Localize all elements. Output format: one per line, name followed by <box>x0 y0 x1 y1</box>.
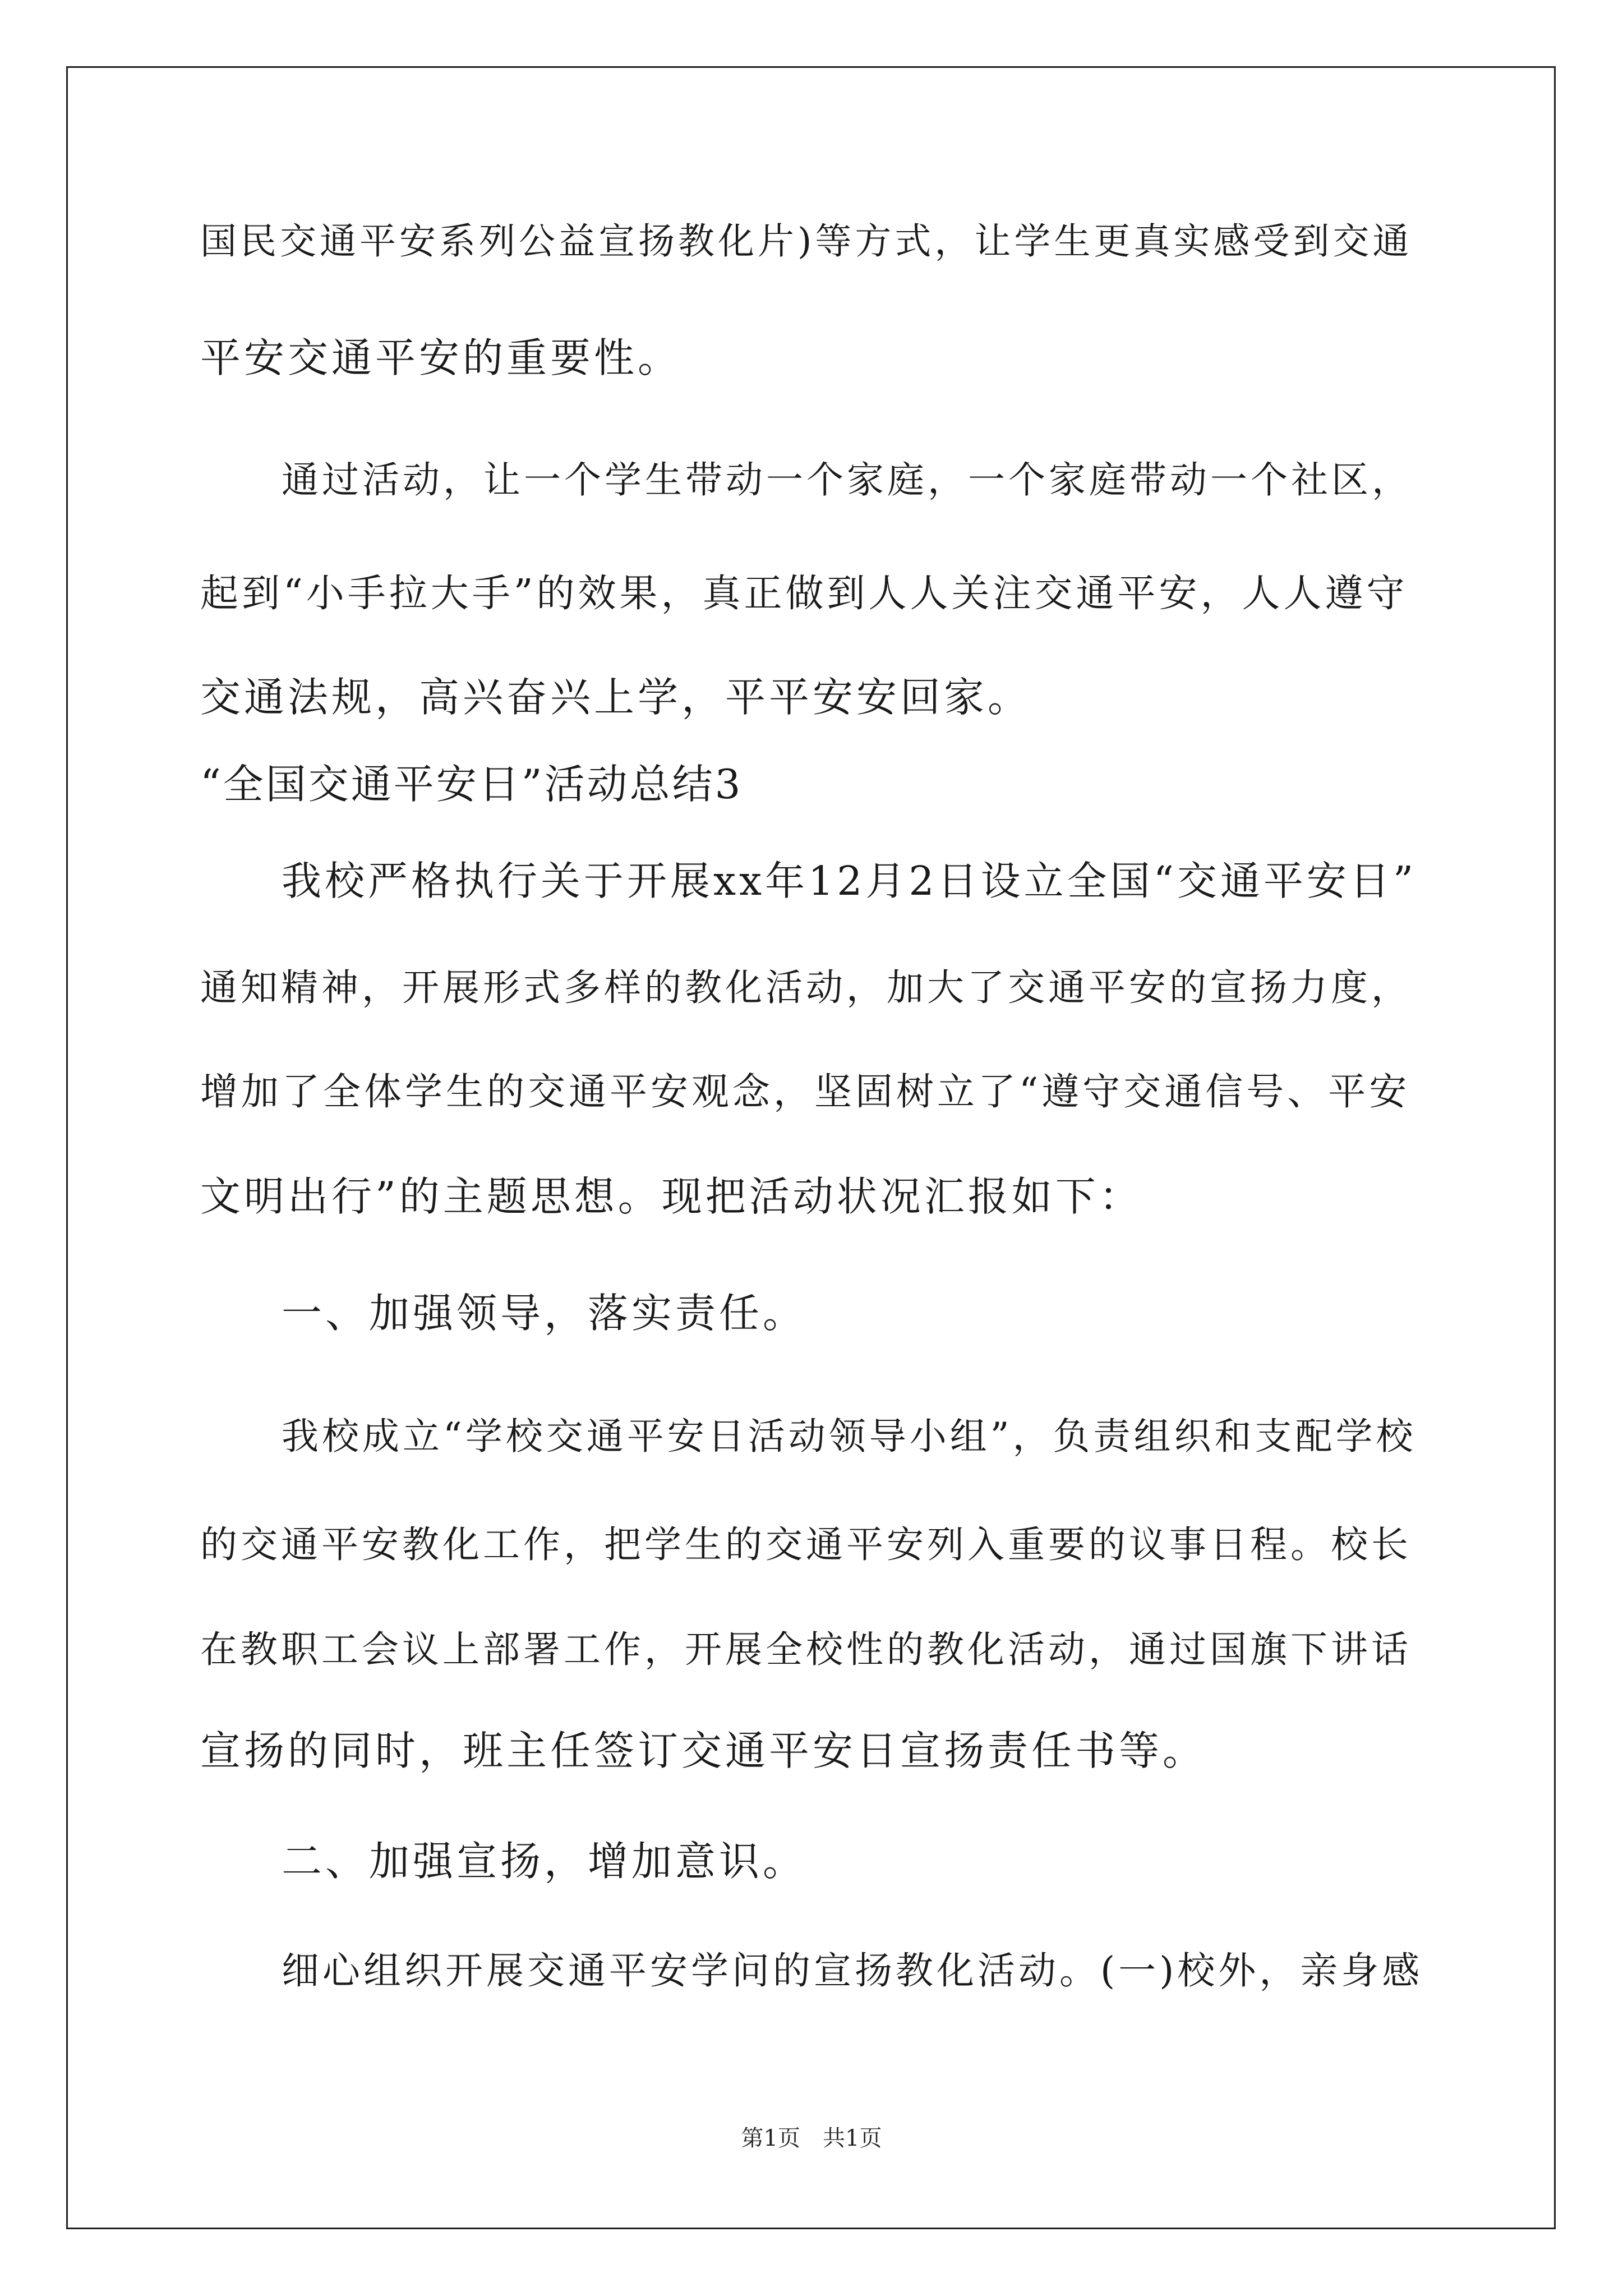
page-border <box>66 66 1556 2229</box>
section-heading: “全国交通平安日”活动总结3 <box>200 761 743 808</box>
text-line: 平安交通平安的重要性。 <box>200 334 682 381</box>
text-line: 通过活动，让一个学生带动一个家庭，一个家庭带动一个社区， <box>282 458 1412 501</box>
text-line: 的交通平安教化工作，把学生的交通平安列入重要的议事日程。校长 <box>200 1523 1412 1566</box>
text-line: 增加了全体学生的交通平安观念，坚固树立了“遵守交通信号、平安 <box>200 1070 1410 1114</box>
page-footer: 第1页 共1页 <box>741 2125 882 2151</box>
text-line: 我校成立“学校交通平安日活动领导小组”，负责组织和支配学校 <box>282 1415 1417 1458</box>
text-line: 通知精神，开展形式多样的教化活动，加大了交通平安的宣扬力度， <box>200 966 1412 1009</box>
text-line: 细心组织开展交通平安学问的宣扬教化活动。(一)校外，亲身感 <box>282 1949 1423 1993</box>
subsection-heading: 二、加强宣扬，增加意识。 <box>282 1838 807 1885</box>
text-line: 在教职工会议上部署工作，开展全校性的教化活动，通过国旗下讲话 <box>200 1628 1412 1671</box>
text-line: 交通法规，高兴奋兴上学，平平安安回家。 <box>200 674 1032 721</box>
text-line: 我校严格执行关于开展xx年12月2日设立全国“交通平安日” <box>282 858 1417 904</box>
text-line: 宣扬的同时，班主任签订交通平安日宣扬责任书等。 <box>200 1727 1207 1774</box>
text-line: 文明出行”的主题思想。现把活动状况汇报如下： <box>200 1173 1143 1220</box>
subsection-heading: 一、加强领导，落实责任。 <box>282 1290 807 1337</box>
text-line: 起到“小手拉大手”的效果，真正做到人人关注交通平安，人人遵守 <box>200 572 1408 616</box>
text-line: 国民交通平安系列公益宣扬教化片)等方式，让学生更真实感受到交通 <box>200 220 1413 263</box>
